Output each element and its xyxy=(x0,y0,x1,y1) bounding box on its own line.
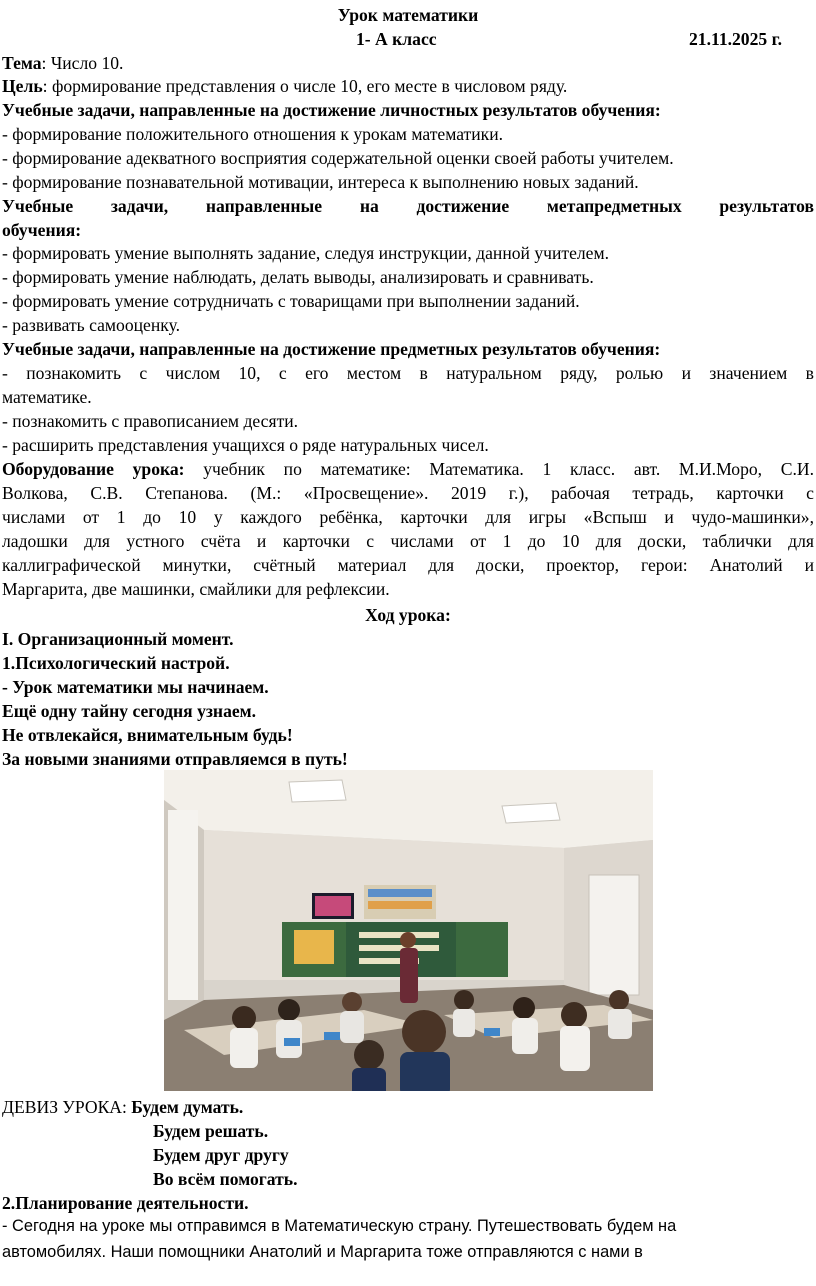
equipment-text: учебник по математике: Математика. 1 класс. авт. М.И.Моро, С.И. xyxy=(184,459,814,479)
motto-text: Будем думать. xyxy=(131,1097,244,1117)
motto-text: Будем решать. xyxy=(153,1121,269,1141)
poem-line: - Урок математики мы начинаем. xyxy=(2,677,269,697)
equipment-line: каллиграфической минутки, счётный материал для доски, проектор, герои: Анатолий и xyxy=(2,555,814,575)
topic-label: Тема xyxy=(2,53,42,73)
topic-text: : Число 10. xyxy=(41,53,124,73)
equipment-line: ладошки для устного счёта и карточки с числами от 1 до 10 для доски, таблички для xyxy=(2,531,814,551)
personal-item: - формирование положительного отношения к урокам математики. xyxy=(2,124,504,144)
meta-heading: Учебные задачи, направленные на достижение метапредметных результатов xyxy=(2,196,814,216)
meta-item: - формировать умение сотрудничать с товарищами при выполнении заданий. xyxy=(2,291,580,311)
lesson-heading: Ход урока: xyxy=(365,605,451,625)
section-heading: I. Организационный момент. xyxy=(2,629,234,649)
equipment-line xyxy=(2,458,814,481)
equipment-line: числами от 1 до 10 у каждого ребёнка, карточки для игры «Вспыш и чудо-машинки», xyxy=(2,507,814,527)
subject-heading: Учебные задачи, направленные на достижение предметных результатов обучения: xyxy=(2,339,661,359)
motto-text: Будем друг другу xyxy=(153,1145,289,1165)
document-title: Урок математики xyxy=(337,5,479,25)
equipment-line: Волкова, С.В. Степанова. (М.: «Просвещение». 2019 г.), рабочая тетрадь, карточки с xyxy=(2,483,814,503)
equipment-line: Маргарита, две машинки, смайлики для рефлексии. xyxy=(2,579,390,599)
classroom-photo xyxy=(164,770,653,1091)
topic-line xyxy=(2,52,814,75)
motto-line xyxy=(2,1096,243,1119)
subsection-heading: 1.Психологический настрой. xyxy=(2,653,230,673)
subject-item-cont: математике. xyxy=(2,387,92,407)
poem-line: За новыми знаниями отправляемся в путь! xyxy=(2,749,348,769)
personal-item: - формирование познавательной мотивации, интереса к выполнению новых заданий. xyxy=(2,172,639,192)
meta-item: - формировать умение наблюдать, делать выводы, анализировать и сравнивать. xyxy=(2,267,594,287)
motto-label: ДЕВИЗ УРОКА: xyxy=(2,1097,132,1117)
planning-heading: 2.Планирование деятельности. xyxy=(2,1193,249,1213)
motto-text: Во всём помогать. xyxy=(153,1169,298,1189)
poem-line: Ещё одну тайну сегодня узнаем. xyxy=(2,701,257,721)
meta-item: - формировать умение выполнять задание, следуя инструкции, данной учителем. xyxy=(2,243,610,263)
goal-line xyxy=(2,75,814,98)
subject-item: - познакомить с числом 10, с его местом в натуральном ряду, ролью и значением в xyxy=(2,363,814,383)
class-label: 1- А класс xyxy=(356,29,437,49)
lesson-date: 21.11.2025 г. xyxy=(689,29,783,49)
poem-line: Не отвлекайся, внимательным будь! xyxy=(2,725,293,745)
goal-label: Цель xyxy=(2,76,43,96)
meta-item: - развивать самооценку. xyxy=(2,315,181,335)
equipment-label: Оборудование урока: xyxy=(2,459,185,479)
planning-text: - Сегодня на уроке мы отправимся в Математическую страну. Путешествовать будем на xyxy=(2,1217,677,1235)
planning-text: автомобилях. Наши помощники Анатолий и Маргарита тоже отправляются с нами в xyxy=(2,1243,643,1261)
personal-heading: Учебные задачи, направленные на достижение личностных результатов обучения: xyxy=(2,100,661,120)
meta-heading-cont: обучения: xyxy=(2,220,82,240)
goal-text: : формирование представления о числе 10, его месте в числовом ряду. xyxy=(42,76,568,96)
subject-item: - познакомить с правописанием десяти. xyxy=(2,411,299,431)
personal-item: - формирование адекватного восприятия содержательной оценки своей работы учителем. xyxy=(2,148,674,168)
subject-item: - расширить представления учащихся о ряде натуральных чисел. xyxy=(2,435,489,455)
